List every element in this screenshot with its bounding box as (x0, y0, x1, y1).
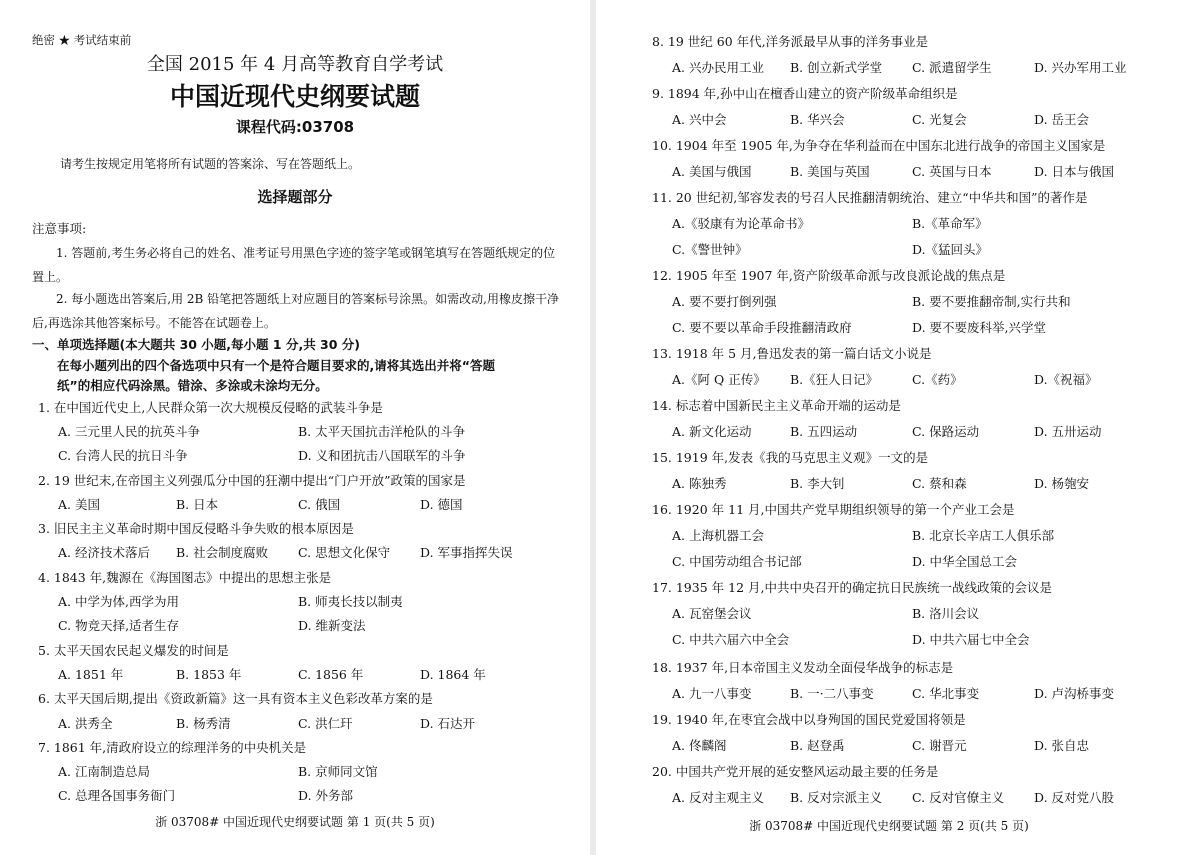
question-stem: 19. 1940 年,在枣宜会战中以身殉国的国民党爱国将领是 (652, 712, 966, 727)
answer-option: C. 洪仁玕 (298, 716, 353, 731)
answer-option: C. 蔡和森 (912, 476, 967, 491)
answer-option: D. 日本与俄国 (1034, 164, 1115, 179)
notes-heading: 注意事项: (32, 221, 87, 236)
answer-option: C. 思想文化保守 (298, 545, 391, 560)
answer-option: B. 五四运动 (790, 424, 858, 439)
answer-option: B. 要不要推翻帝制,实行共和 (912, 294, 1071, 309)
question-stem: 1. 在中国近代史上,人民群众第一次大规模反侵略的武装斗争是 (38, 400, 383, 415)
question-stem: 5. 太平天国农民起义爆发的时间是 (38, 643, 229, 658)
answer-option: D. 反对党八股 (1034, 790, 1115, 805)
course-code: 课程代码:03708 (235, 118, 355, 136)
answer-option: D. 岳王会 (1034, 112, 1090, 127)
answer-option: A. 美国 (58, 497, 100, 512)
exam-page-1 (0, 0, 590, 855)
answer-option: D. 中华全国总工会 (912, 554, 1018, 569)
answer-option: D. 1864 年 (420, 667, 486, 682)
question-stem: 18. 1937 年,日本帝国主义发动全面侵华战争的标志是 (652, 660, 954, 675)
question-stem: 17. 1935 年 12 月,中共中央召开的确定抗日民族统一战线政策的会议是 (652, 580, 1052, 595)
answer-option: A. 瓦窑堡会议 (672, 606, 752, 621)
answer-option: C. 1856 年 (298, 667, 364, 682)
part-one-instruction: 纸”的相应代码涂黑。错涂、多涂或未涂均无分。 (57, 378, 328, 393)
page-footer: 浙 03708# 中国近现代史纲要试题 第 2 页(共 5 页) (749, 819, 1029, 833)
part-one-instruction: 在每小题列出的四个备选项中只有一个是符合题目要求的,请将其选出并将“答题 (57, 358, 495, 373)
answer-option: B. 一·二八事变 (790, 686, 874, 701)
answer-option: C. 总理各国事务衙门 (58, 788, 176, 803)
answer-option: B.《革命军》 (912, 216, 988, 231)
answer-option: D. 兴办军用工业 (1034, 60, 1127, 75)
confidential-mark: 绝密 ★ 考试结束前 (32, 33, 132, 47)
answer-option: A. 兴中会 (672, 112, 727, 127)
answer-option: B. 创立新式学堂 (790, 60, 883, 75)
answer-option: B. 日本 (176, 497, 219, 512)
answer-option: A. 新文化运动 (672, 424, 752, 439)
answer-option: A. 洪秀全 (58, 716, 113, 731)
answer-option: D. 石达开 (420, 716, 476, 731)
answer-option: C. 中国劳动组合书记部 (672, 554, 802, 569)
note-item: 2. 每小题选出答案后,用 2B 铅笔把答题纸上对应题目的答案标号涂黑。如需改动,用橡皮擦干净后,再选涂其他答案标号。不能答在试题卷上。 (32, 292, 559, 330)
answer-option: B. 美国与英国 (790, 164, 870, 179)
answer-option: A. 1851 年 (58, 667, 124, 682)
answer-option: A. 三元里人民的抗英斗争 (58, 424, 200, 439)
question-stem: 16. 1920 年 11 月,中国共产党早期组织领导的第一个产业工会是 (652, 502, 1015, 517)
answer-option: D. 德国 (420, 497, 463, 512)
answer-option: C. 中共六届六中全会 (672, 632, 790, 647)
answer-option: D. 义和团抗击八国联军的斗争 (298, 448, 466, 463)
answer-option: C. 要不要以革命手段推翻清政府 (672, 320, 852, 335)
exam-page-2 (596, 0, 1182, 855)
answer-option: D. 卢沟桥事变 (1034, 686, 1115, 701)
section-title: 选择题部分 (257, 188, 333, 206)
answer-option: D. 杨匏安 (1034, 476, 1090, 491)
answer-option: C. 光复会 (912, 112, 967, 127)
answer-option: D. 张自忠 (1034, 738, 1090, 753)
answer-option: A. 九一八事变 (672, 686, 752, 701)
question-stem: 3. 旧民主主义革命时期中国反侵略斗争失败的根本原因是 (38, 521, 354, 536)
answer-option: B. 洛川会议 (912, 606, 980, 621)
answer-option: B.《狂人日记》 (790, 372, 879, 387)
answer-option: A. 上海机器工会 (672, 528, 764, 543)
answer-option: A. 陈独秀 (672, 476, 727, 491)
question-stem: 13. 1918 年 5 月,鲁迅发表的第一篇白话文小说是 (652, 346, 932, 361)
question-stem: 15. 1919 年,发表《我的马克思主义观》一文的是 (652, 450, 929, 465)
question-stem: 11. 20 世纪初,邹容发表的号召人民推翻清朝统治、建立“中华共和国”的著作是 (652, 190, 1088, 205)
answer-option: C. 反对官僚主义 (912, 790, 1005, 805)
answer-option: D. 军事指挥失误 (420, 545, 513, 560)
answer-option: C. 物竞天择,适者生存 (58, 618, 180, 633)
answer-option: D. 外务部 (298, 788, 354, 803)
answer-option: A. 要不要打倒列强 (672, 294, 777, 309)
answer-option: A. 中学为体,西学为用 (58, 594, 179, 609)
question-stem: 20. 中国共产党开展的延安整风运动最主要的任务是 (652, 764, 939, 779)
answer-option: A.《阿 Q 正传》 (672, 372, 766, 387)
question-stem: 10. 1904 年至 1905 年,为争夺在华利益而在中国东北进行战争的帝国主义国家是 (652, 138, 1106, 153)
answer-option: C. 保路运动 (912, 424, 980, 439)
answer-option: C.《药》 (912, 372, 963, 387)
part-one-heading: 一、单项选择题(本大题共 30 小题,每小题 1 分,共 30 分) (32, 337, 361, 352)
answer-option: A. 反对主观主义 (672, 790, 764, 805)
question-stem: 14. 标志着中国新民主主义革命开端的运动是 (652, 398, 901, 413)
question-stem: 7. 1861 年,清政府设立的综理洋务的中央机关是 (38, 740, 307, 755)
answer-option: D. 中共六届七中全会 (912, 632, 1030, 647)
answer-option: D. 五卅运动 (1034, 424, 1102, 439)
question-stem: 12. 1905 年至 1907 年,资产阶级革命派与改良派论战的焦点是 (652, 268, 1006, 283)
question-stem: 9. 1894 年,孙中山在檀香山建立的资产阶级革命组织是 (652, 86, 958, 101)
paper-title: 中国近现代史纲要试题 (169, 82, 420, 111)
answer-option: B. 北京长辛店工人俱乐部 (912, 528, 1055, 543)
answer-option: D. 要不要废科举,兴学堂 (912, 320, 1046, 335)
answer-option: C.《警世钟》 (672, 242, 748, 257)
answer-option: C. 英国与日本 (912, 164, 992, 179)
answer-option: C. 派遣留学生 (912, 60, 992, 75)
page-footer: 浙 03708# 中国近现代史纲要试题 第 1 页(共 5 页) (155, 815, 435, 829)
answer-option: D.《祝福》 (1034, 372, 1098, 387)
answer-option: B. 反对宗派主义 (790, 790, 883, 805)
answer-option: B. 社会制度腐败 (176, 545, 269, 560)
answer-option: A. 美国与俄国 (672, 164, 752, 179)
note-item: 1. 答题前,考生务必将自己的姓名、准考证号用黑色字迹的签字笔或钢笔填写在答题纸规定的位置上。 (32, 246, 556, 284)
exam-name: 全国 2015 年 4 月高等教育自学考试 (146, 54, 444, 75)
answer-notice: 请考生按规定用笔将所有试题的答案涂、写在答题纸上。 (60, 157, 361, 171)
answer-option: B. 杨秀清 (176, 716, 231, 731)
answer-option: D.《猛回头》 (912, 242, 989, 257)
answer-option: B. 师夷长技以制夷 (298, 594, 403, 609)
answer-option: B. 太平天国抗击洋枪队的斗争 (298, 424, 466, 439)
question-stem: 8. 19 世纪 60 年代,洋务派最早从事的洋务事业是 (652, 34, 929, 49)
answer-option: B. 京师同文馆 (298, 764, 378, 779)
answer-option: C. 台湾人民的抗日斗争 (58, 448, 188, 463)
answer-option: C. 华北事变 (912, 686, 980, 701)
answer-option: D. 维新变法 (298, 618, 366, 633)
answer-option: B. 赵登禹 (790, 738, 845, 753)
answer-option: C. 俄国 (298, 497, 341, 512)
answer-option: B. 华兴会 (790, 112, 845, 127)
answer-option: A. 兴办民用工业 (672, 60, 764, 75)
answer-option: C. 谢晋元 (912, 738, 967, 753)
question-stem: 2. 19 世纪末,在帝国主义列强瓜分中国的狂潮中提出“门户开放”政策的国家是 (38, 473, 466, 488)
answer-option: B. 李大钊 (790, 476, 845, 491)
answer-option: A. 江南制造总局 (58, 764, 150, 779)
answer-option: A. 经济技术落后 (58, 545, 150, 560)
question-stem: 6. 太平天国后期,提出《资政新篇》这一具有资本主义色彩改革方案的是 (38, 691, 433, 706)
answer-option: B. 1853 年 (176, 667, 242, 682)
answer-option: A. 佟麟阁 (672, 738, 727, 753)
question-stem: 4. 1843 年,魏源在《海国图志》中提出的思想主张是 (38, 570, 332, 585)
answer-option: A.《驳康有为论革命书》 (672, 216, 811, 231)
